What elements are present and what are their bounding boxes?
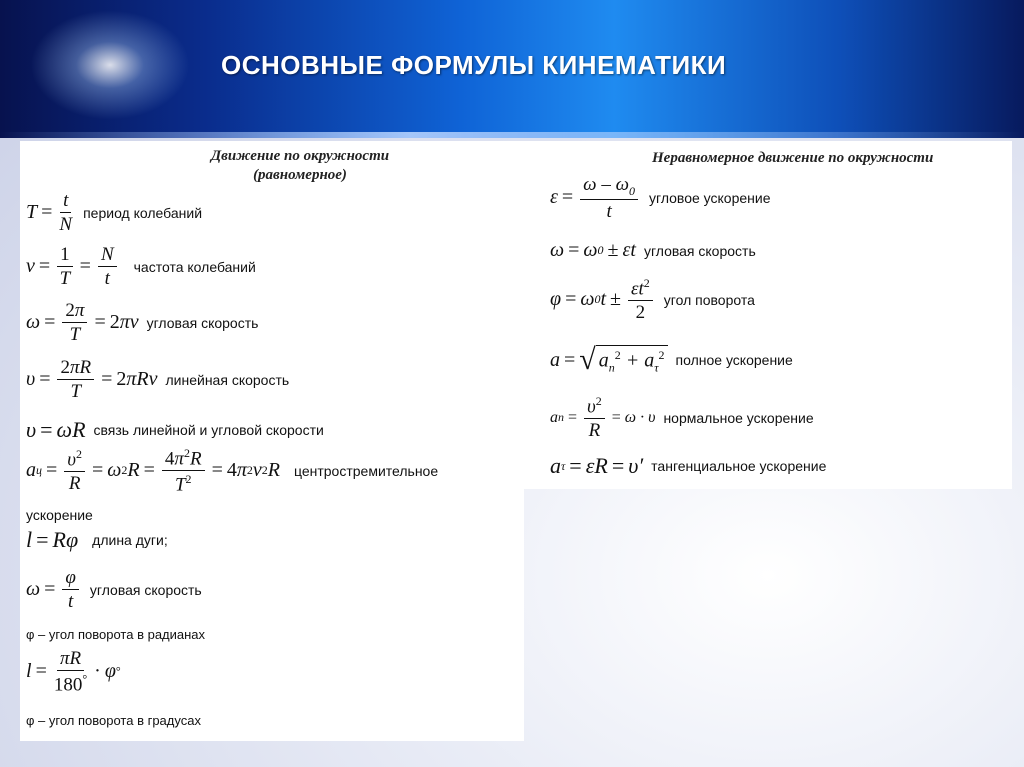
right-heading: Неравномерное движение по окружности [652,150,934,166]
formula-normal-acceleration [550,395,814,440]
formula-period-label: период колебаний [83,204,203,221]
formula-angular-velocity [26,301,258,344]
formula-centripetal-label: центростремительное [293,462,439,479]
formula-centripetal-label-cont: ускорение [26,507,93,523]
formula-linear-angular [26,417,324,443]
formula-arc-degrees [26,649,121,694]
formula-angular-velocity-nonuniform-label: угловая скорость [643,242,756,259]
formula-angular-velocity-2-math: ω = $\frac{\varphi}{t}$ [26,568,82,611]
note-degrees: φ – угол поворота в градусах [26,713,201,728]
formula-tangential-acceleration [550,453,826,479]
formula-frequency [26,245,256,288]
slide-header [0,0,1024,138]
formula-rotation-angle-math: φ = ω 0 t ± $\frac{\varepsilon t^2}{2}$ [550,277,656,322]
formula-linear-velocity [26,358,289,401]
formula-linear-velocity-label: линейная скорость [165,371,290,388]
formula-rotation-angle-label: угол поворота [663,291,755,308]
formula-linear-angular-math: υ = ωR [26,417,86,442]
formula-frequency-label: частота колебаний [133,258,256,275]
formula-tangential-acceleration-label: тангенциальное ускорение [651,458,827,474]
formula-period [26,191,202,234]
left-heading-line1: Движение по окружности [210,148,390,164]
formula-centripetal [26,447,438,495]
formula-total-acceleration [550,345,793,376]
header-bottom-glow [0,132,1024,138]
light-glow [30,10,190,120]
formula-linear-angular-label: связь линейной и угловой скорости [93,422,324,438]
formula-arc-length [26,527,168,553]
formula-total-acceleration-label: полное ускорение [675,352,793,369]
formula-angular-acceleration-math: ε = $\frac{\omega - \omega_0}{t}$ [550,175,641,221]
slide-title: ОСНОВНЫЕ ФОРМУЛЫ КИНЕМАТИКИ [221,50,727,80]
formula-frequency-math: ν = $\frac{1}{T}$ = $\frac{N}{t}$ [26,245,120,288]
formula-total-acceleration-math: a = √ $a_n^2 + a_\tau^2$ [550,345,668,376]
formula-angular-velocity-nonuniform [550,239,756,262]
formula-tangential-acceleration-math: a τ = εR = υ′ [550,453,644,478]
formula-arc-degrees-math: l = $\frac{\pi R}{180^\circ}$ · φ ° [26,648,121,696]
left-heading [170,147,430,185]
formula-angular-velocity-label: угловая скорость [146,314,259,331]
formula-rotation-angle [550,277,755,322]
right-formula-panel [524,141,1012,489]
formula-centripetal-math: a ц = $\frac{\upsilon^2}{R}$ = ω 2 R = $\frac{4\pi^2R}{T^2}$ = 4 π 2 ν 2 R [26,446,280,496]
note-radians: φ – угол поворота в радианах [26,627,206,642]
formula-angular-acceleration-label: угловое ускорение [649,189,771,206]
left-heading-line2: (равномерное) [253,167,347,183]
formula-angular-velocity-math: ω = $\frac{2\pi}{T}$ = 2 πν [26,300,139,345]
formula-normal-acceleration-math: a n = $\frac{\upsilon^2}{R}$ = ω · υ [550,394,656,442]
formula-period-math: T = $\frac{t}{N}$ [26,190,73,235]
formula-angular-velocity-2-label: угловая скорость [89,581,202,598]
formula-normal-acceleration-label: нормальное ускорение [663,409,814,426]
formula-arc-length-label: длина дуги; [92,532,168,548]
formula-linear-velocity-math: υ = $\frac{2\pi R}{T}$ = 2 πRν [26,357,158,402]
formula-angular-acceleration [550,175,771,221]
formula-angular-velocity-2 [26,568,202,611]
formula-angular-velocity-nonuniform-math: ω = ω 0 ± εt [550,239,636,261]
left-formula-panel [20,141,524,741]
formula-arc-length-math: l = Rφ [26,527,79,552]
